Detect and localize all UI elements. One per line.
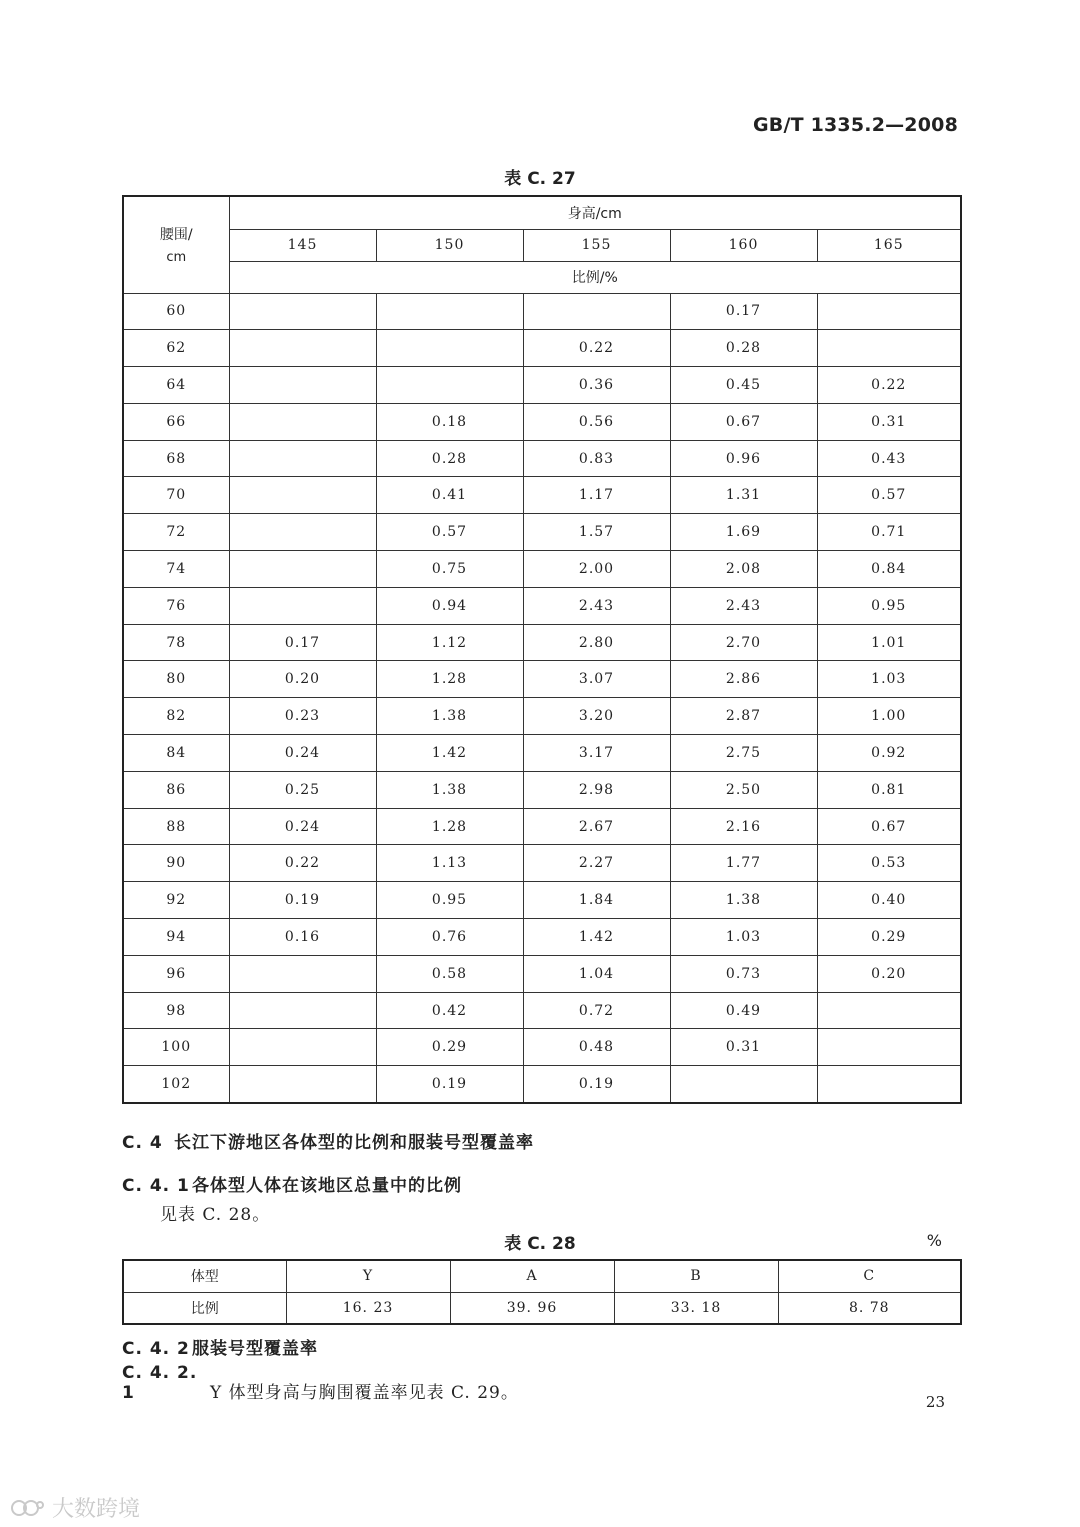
ratio-cell: 0.31	[670, 1029, 817, 1066]
ratio-cell: 2.08	[670, 551, 817, 588]
waist-cell: 84	[123, 735, 229, 772]
section-c4-heading	[122, 1128, 534, 1153]
ratio-cell: 1.03	[670, 919, 817, 956]
waist-cell: 82	[123, 698, 229, 735]
table-c28-cell: 比例	[123, 1292, 286, 1324]
ratio-cell: 0.72	[523, 992, 670, 1029]
ratio-cell: 0.49	[670, 992, 817, 1029]
ratio-cell: 3.07	[523, 661, 670, 698]
ratio-cell: 0.94	[376, 587, 523, 624]
ratio-cell: 1.38	[376, 771, 523, 808]
table-row	[123, 403, 961, 440]
ratio-cell: 0.16	[229, 919, 376, 956]
table-row	[123, 367, 961, 404]
col-header: 150	[376, 229, 523, 261]
table-row	[123, 882, 961, 919]
section-c421-paragraph	[122, 1363, 519, 1403]
ratio-cell: 0.18	[376, 403, 523, 440]
ratio-cell	[229, 477, 376, 514]
ratio-cell: 2.16	[670, 808, 817, 845]
ratio-cell: 1.17	[523, 477, 670, 514]
table-row	[123, 330, 961, 367]
ratio-cell: 0.81	[817, 771, 961, 808]
table-row	[123, 735, 961, 772]
table-c28-cell: 8. 78	[778, 1292, 961, 1324]
table-row	[123, 624, 961, 661]
ratio-cell	[229, 955, 376, 992]
ratio-cell: 0.75	[376, 551, 523, 588]
ratio-cell	[229, 293, 376, 330]
ratio-cell: 0.45	[670, 367, 817, 404]
table-row	[123, 587, 961, 624]
table-row	[123, 955, 961, 992]
waist-cell: 68	[123, 440, 229, 477]
ratio-cell	[670, 1066, 817, 1103]
ratio-cell: 0.57	[817, 477, 961, 514]
ratio-cell: 2.43	[670, 587, 817, 624]
table-c28-header: B	[614, 1260, 778, 1292]
ratio-cell: 2.67	[523, 808, 670, 845]
section-title: 服装号型覆盖率	[192, 1339, 318, 1359]
ratio-cell: 2.00	[523, 551, 670, 588]
table-row	[123, 1029, 961, 1066]
waist-cell: 60	[123, 293, 229, 330]
ratio-cell	[817, 293, 961, 330]
ratio-cell	[229, 403, 376, 440]
table-row	[123, 477, 961, 514]
col-header: 155	[523, 229, 670, 261]
ratio-cell: 1.31	[670, 477, 817, 514]
waist-cell: 92	[123, 882, 229, 919]
waist-cell: 94	[123, 919, 229, 956]
waist-cell: 102	[123, 1066, 229, 1103]
waist-cell: 76	[123, 587, 229, 624]
ratio-cell: 3.17	[523, 735, 670, 772]
page-number: 23	[925, 1393, 945, 1411]
ratio-cell: 0.24	[229, 808, 376, 845]
table-row	[123, 698, 961, 735]
row-header-unit: cm	[166, 250, 187, 266]
table-c28-cell: 16. 23	[286, 1292, 450, 1324]
ratio-cell: 0.76	[376, 919, 523, 956]
table-c28-header: Y	[286, 1260, 450, 1292]
ratio-cell	[376, 330, 523, 367]
ratio-cell: 2.87	[670, 698, 817, 735]
ratio-cell: 0.22	[229, 845, 376, 882]
ratio-cell: 0.20	[817, 955, 961, 992]
table-c28-header: C	[778, 1260, 961, 1292]
ratio-cell: 0.19	[523, 1066, 670, 1103]
table-row	[123, 551, 961, 588]
waist-cell: 86	[123, 771, 229, 808]
table-row	[123, 808, 961, 845]
ratio-cell: 2.86	[670, 661, 817, 698]
ratio-cell	[229, 1029, 376, 1066]
ratio-cell: 2.50	[670, 771, 817, 808]
ratio-cell	[229, 440, 376, 477]
ratio-cell	[523, 293, 670, 330]
ratio-cell: 1.42	[376, 735, 523, 772]
row-header	[123, 196, 229, 293]
ratio-cell: 0.41	[376, 477, 523, 514]
ratio-cell: 1.28	[376, 808, 523, 845]
ratio-cell: 0.19	[229, 882, 376, 919]
ratio-cell: 1.69	[670, 514, 817, 551]
ratio-cell: 0.95	[376, 882, 523, 919]
ratio-cell	[817, 1066, 961, 1103]
table-c28-cell: 39. 96	[450, 1292, 614, 1324]
table-c27	[122, 195, 962, 1104]
ratio-cell: 0.40	[817, 882, 961, 919]
section-number: C. 4. 2	[122, 1339, 190, 1359]
ratio-cell: 0.92	[817, 735, 961, 772]
ratio-cell: 0.96	[670, 440, 817, 477]
ratio-cell: 0.71	[817, 514, 961, 551]
waist-cell: 64	[123, 367, 229, 404]
ratio-cell: 2.43	[523, 587, 670, 624]
waist-cell: 72	[123, 514, 229, 551]
ratio-cell: 1.38	[670, 882, 817, 919]
table-row	[123, 514, 961, 551]
standard-code: GB/T 1335.2—2008	[753, 114, 958, 136]
ratio-cell	[229, 587, 376, 624]
ratio-cell: 1.84	[523, 882, 670, 919]
ratio-cell: 0.58	[376, 955, 523, 992]
col-header: 165	[817, 229, 961, 261]
ratio-cell: 0.42	[376, 992, 523, 1029]
waist-cell: 66	[123, 403, 229, 440]
ratio-cell: 0.57	[376, 514, 523, 551]
waist-cell: 98	[123, 992, 229, 1029]
ratio-cell: 0.53	[817, 845, 961, 882]
ratio-cell: 0.67	[670, 403, 817, 440]
ratio-cell: 2.27	[523, 845, 670, 882]
ratio-cell: 0.24	[229, 735, 376, 772]
watermark-text: 大数跨境	[52, 1497, 141, 1522]
ratio-cell: 0.73	[670, 955, 817, 992]
ratio-cell: 1.42	[523, 919, 670, 956]
ratio-cell: 1.00	[817, 698, 961, 735]
waist-cell: 96	[123, 955, 229, 992]
ratio-cell	[817, 992, 961, 1029]
ratio-cell: 0.22	[817, 367, 961, 404]
waist-cell: 70	[123, 477, 229, 514]
waist-cell: 74	[123, 551, 229, 588]
ratio-cell: 0.67	[817, 808, 961, 845]
table-c28-title: 表 C. 28	[504, 1234, 576, 1254]
section-number: C. 4. 1	[122, 1176, 190, 1196]
ratio-cell: 1.28	[376, 661, 523, 698]
ratio-cell: 2.98	[523, 771, 670, 808]
ratio-cell: 1.77	[670, 845, 817, 882]
ratio-cell: 1.01	[817, 624, 961, 661]
ratio-cell	[229, 1066, 376, 1103]
section-title: 各体型人体在该地区总量中的比例	[192, 1176, 462, 1196]
ratio-cell	[229, 992, 376, 1029]
section-number: C. 4	[122, 1133, 163, 1153]
section-text: Y 体型身高与胸围覆盖率见表 C. 29。	[210, 1383, 519, 1403]
section-title: 长江下游地区各体型的比例和服装号型覆盖率	[174, 1133, 534, 1153]
col-header: 145	[229, 229, 376, 261]
ratio-cell	[229, 330, 376, 367]
ratio-cell: 1.13	[376, 845, 523, 882]
ratio-cell: 1.57	[523, 514, 670, 551]
waist-cell: 100	[123, 1029, 229, 1066]
ratio-cell: 0.43	[817, 440, 961, 477]
table-row	[123, 845, 961, 882]
ratio-cell: 0.28	[376, 440, 523, 477]
table-c28-header: A	[450, 1260, 614, 1292]
table-row	[123, 771, 961, 808]
ratio-cell: 0.29	[817, 919, 961, 956]
ratio-cell: 0.23	[229, 698, 376, 735]
ratio-cell: 1.04	[523, 955, 670, 992]
section-c41-body: 见表 C. 28。	[160, 1205, 271, 1225]
table-row	[123, 661, 961, 698]
ratio-cell: 2.75	[670, 735, 817, 772]
ratio-cell: 0.25	[229, 771, 376, 808]
ratio-cell: 0.84	[817, 551, 961, 588]
ratio-cell	[376, 367, 523, 404]
ratio-cell: 1.12	[376, 624, 523, 661]
table-row	[123, 992, 961, 1029]
ratio-cell	[229, 551, 376, 588]
waist-cell: 88	[123, 808, 229, 845]
watermark	[10, 1492, 140, 1523]
ratio-cell: 0.22	[523, 330, 670, 367]
ratio-cell: 0.56	[523, 403, 670, 440]
ratio-cell	[229, 367, 376, 404]
ratio-cell: 2.80	[523, 624, 670, 661]
waist-cell: 62	[123, 330, 229, 367]
col-header: 160	[670, 229, 817, 261]
ratio-cell: 0.36	[523, 367, 670, 404]
table-row	[123, 1066, 961, 1103]
table-c27-title: 表 C. 27	[504, 169, 576, 189]
table-row	[123, 293, 961, 330]
ratio-cell	[817, 1029, 961, 1066]
ratio-cell	[229, 514, 376, 551]
table-c28-cell: 33. 18	[614, 1292, 778, 1324]
ratio-cell: 0.17	[229, 624, 376, 661]
ratio-cell: 3.20	[523, 698, 670, 735]
section-number: C. 4. 2. 1	[122, 1363, 198, 1403]
row-header-label: 腰围/	[159, 227, 193, 244]
waist-cell: 90	[123, 845, 229, 882]
waist-cell: 78	[123, 624, 229, 661]
ratio-cell: 1.03	[817, 661, 961, 698]
ratio-cell: 0.48	[523, 1029, 670, 1066]
ratio-cell: 2.70	[670, 624, 817, 661]
table-c28	[122, 1259, 962, 1325]
ratio-cell	[817, 330, 961, 367]
ratio-label: 比例/%	[229, 261, 961, 293]
watermark-logo-icon	[10, 1496, 46, 1520]
ratio-cell: 0.17	[670, 293, 817, 330]
waist-cell: 80	[123, 661, 229, 698]
ratio-cell: 0.83	[523, 440, 670, 477]
ratio-cell: 0.20	[229, 661, 376, 698]
section-c41-heading	[122, 1171, 462, 1196]
table-row	[123, 919, 961, 956]
ratio-cell: 0.19	[376, 1066, 523, 1103]
ratio-cell: 0.28	[670, 330, 817, 367]
ratio-cell	[376, 293, 523, 330]
table-row	[123, 440, 961, 477]
ratio-cell: 1.38	[376, 698, 523, 735]
ratio-cell: 0.31	[817, 403, 961, 440]
col-group-label: 身高/cm	[229, 196, 961, 229]
table-c28-unit: %	[926, 1231, 942, 1250]
ratio-cell: 0.95	[817, 587, 961, 624]
table-c28-header: 体型	[123, 1260, 286, 1292]
ratio-cell: 0.29	[376, 1029, 523, 1066]
section-c42-heading	[122, 1334, 318, 1359]
